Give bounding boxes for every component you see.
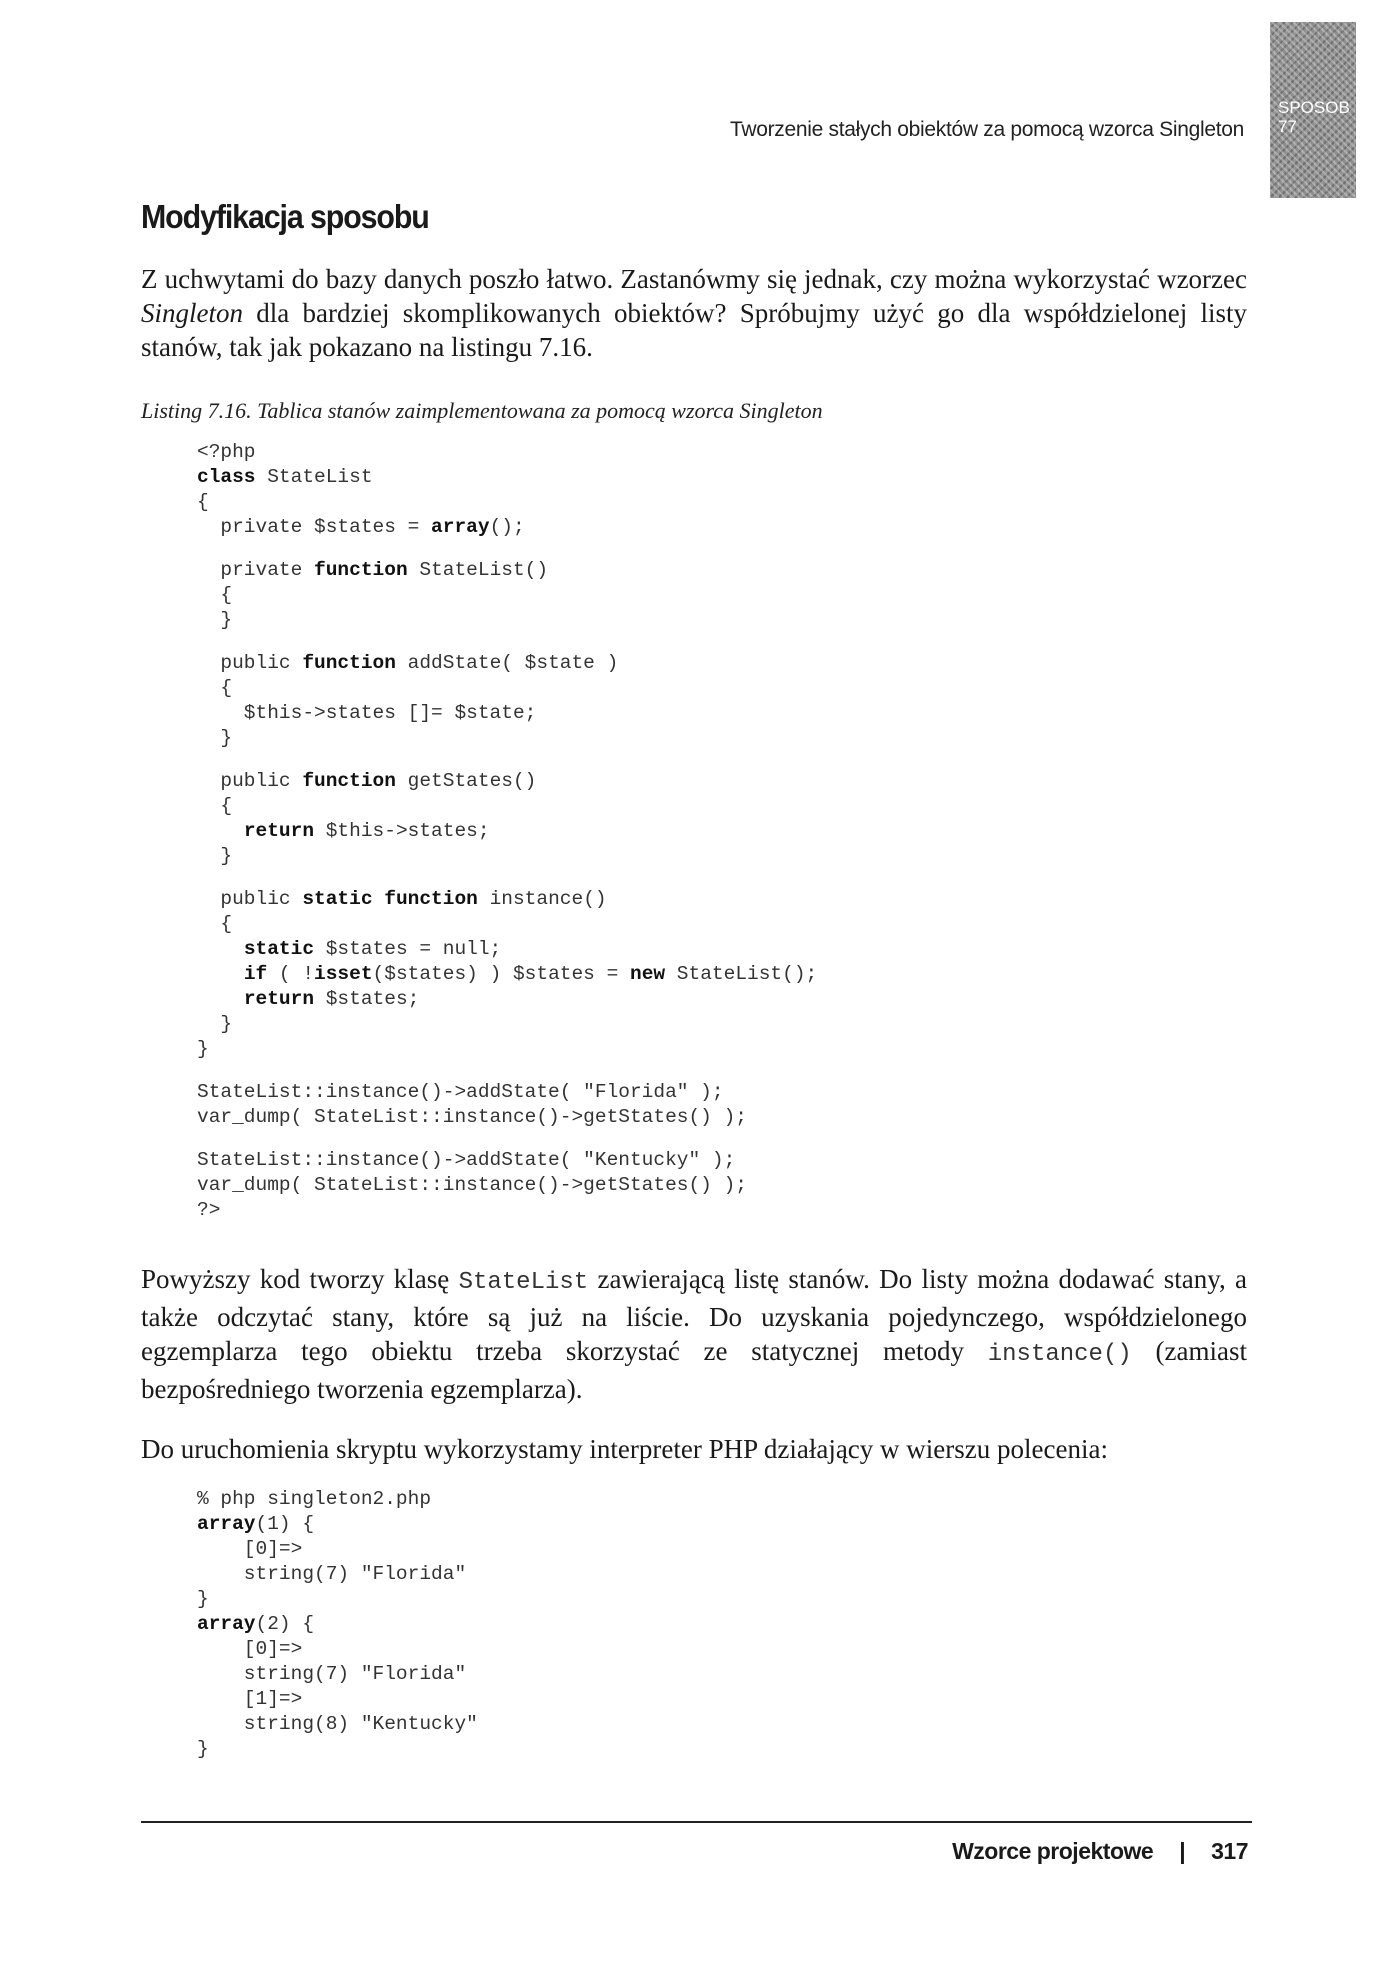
code-line	[197, 1062, 817, 1080]
code-line	[197, 465, 817, 490]
code-text: $this->states []= $state;	[197, 702, 537, 724]
code-keyword: return	[243, 820, 315, 842]
code-line	[197, 1562, 478, 1587]
code-text: string(7) "Florida"	[197, 1563, 467, 1585]
code-line	[197, 583, 817, 608]
running-header: Tworzenie stałych obiektów za pomocą wzorca Singleton	[729, 118, 1244, 141]
code-text: {	[197, 584, 233, 606]
code-text: var_dump( StateList::instance()->getStates() );	[197, 1174, 747, 1196]
explain-text-1: Powyższy kod tworzy klasę	[141, 1264, 459, 1294]
code-text: ( !	[267, 963, 315, 985]
code-line	[197, 869, 817, 887]
code-line	[197, 1487, 478, 1512]
code-line	[197, 1687, 478, 1712]
tab-label	[1278, 98, 1350, 136]
intro-emphasis: Singleton	[141, 298, 243, 328]
code-text: ?>	[197, 1199, 221, 1221]
code-text: string(7) "Florida"	[197, 1663, 467, 1685]
code-line	[197, 937, 817, 962]
code-line	[197, 1105, 817, 1130]
code-line	[197, 1637, 478, 1662]
code-text: public	[197, 888, 303, 910]
code-line	[197, 1198, 817, 1223]
tab-label-text: SPOSOB	[1278, 98, 1350, 117]
code-text: }	[197, 727, 233, 749]
code-keyword: function	[384, 888, 478, 910]
code-line	[197, 726, 817, 751]
footer-rule	[141, 1821, 1252, 1823]
code-text: addState( $state )	[395, 652, 619, 674]
code-keyword: array	[197, 1513, 256, 1535]
code-line	[197, 490, 817, 515]
code-text: % php singleton2.php	[197, 1488, 432, 1510]
intro-text-1: Z uchwytami do bazy danych poszło łatwo. Zastanówmy się jednak, czy można wykorzystać wzorzec	[141, 264, 1247, 294]
explain-text-3: (zamiast bezpośredniego tworzenia egzemplarza).	[141, 1336, 1247, 1404]
code-text: {	[197, 491, 209, 513]
code-keyword: class	[197, 466, 256, 488]
code-text: {	[197, 795, 233, 817]
code-text: string(8) "Kentucky"	[197, 1713, 478, 1735]
tab-number: 77	[1278, 117, 1297, 136]
code-keyword: return	[243, 988, 315, 1010]
code-text	[197, 820, 244, 842]
code-keyword: if	[243, 963, 268, 985]
code-line	[197, 987, 817, 1012]
code-line	[197, 651, 817, 676]
code-text	[373, 888, 385, 910]
console-output	[197, 1487, 478, 1762]
code-line	[197, 701, 817, 726]
code-keyword: function	[302, 770, 396, 792]
code-text: private	[197, 559, 315, 581]
code-line	[197, 794, 817, 819]
code-text: {	[197, 913, 233, 935]
code-text: [0]=>	[197, 1638, 303, 1660]
footer-book-title: Wzorce projektowe	[952, 1838, 1154, 1864]
code-line	[197, 1512, 478, 1537]
code-text: StateList()	[407, 559, 549, 581]
run-paragraph: Do uruchomienia skryptu wykorzystamy interpreter PHP działający w wierszu polecenia:	[141, 1434, 1108, 1464]
code-text: var_dump( StateList::instance()->getStates() );	[197, 1106, 747, 1128]
code-text: }	[197, 1013, 233, 1035]
code-line	[197, 1148, 817, 1173]
code-text: ($states) ) $states =	[372, 963, 630, 985]
code-keyword: function	[302, 652, 396, 674]
code-text: }	[197, 1038, 209, 1060]
code-line	[197, 1173, 817, 1198]
intro-paragraph	[141, 262, 1247, 364]
inline-code-statelist: StateList	[458, 1269, 589, 1296]
code-text	[197, 988, 244, 1010]
code-line	[197, 1737, 478, 1762]
code-text: StateList	[255, 466, 373, 488]
explain-text-2: zawierającą listę stanów. Do listy można dodawać stany, a także odczytać stany, które są już na liście. Do uzyskania pojedynczego, współdzielonego egzemplarza tego obiektu trzeba skorzystać ze statycznej metody	[141, 1264, 1247, 1366]
code-text: <?php	[197, 441, 256, 463]
code-text: }	[197, 845, 233, 867]
code-keyword: isset	[314, 963, 373, 985]
code-text: }	[197, 1588, 209, 1610]
code-text: [0]=>	[197, 1538, 303, 1560]
code-line	[197, 1712, 478, 1737]
code-text: {	[197, 677, 233, 699]
code-text: instance()	[477, 888, 607, 910]
code-text: StateList::instance()->addState( "Florida" );	[197, 1081, 724, 1103]
code-line	[197, 1037, 817, 1062]
code-text: private $states =	[197, 516, 432, 538]
code-line	[197, 751, 817, 769]
code-line	[197, 844, 817, 869]
code-text: ();	[489, 516, 525, 538]
code-line	[197, 633, 817, 651]
code-line	[197, 676, 817, 701]
code-line	[197, 962, 817, 987]
code-text: $states = null;	[314, 938, 502, 960]
code-text: public	[197, 652, 303, 674]
page-footer	[952, 1838, 1248, 1865]
code-text: }	[197, 1738, 209, 1760]
code-text: public	[197, 770, 303, 792]
code-line	[197, 1130, 817, 1148]
chapter-tab	[1270, 22, 1356, 198]
code-listing	[197, 440, 817, 1223]
code-text: (1) {	[255, 1513, 315, 1535]
explanation-paragraph	[141, 1262, 1247, 1406]
code-line	[197, 540, 817, 558]
code-keyword: static	[302, 888, 373, 910]
intro-text-2: dla bardziej skomplikowanych obiektów? Spróbujmy użyć go dla współdzielonej listy stanów, tak jak pokazano na listingu 7.16.	[141, 298, 1247, 362]
code-line	[197, 769, 817, 794]
code-text: getStates()	[395, 770, 537, 792]
code-line	[197, 608, 817, 633]
code-text: $this->states;	[314, 820, 490, 842]
code-keyword: array	[197, 1613, 256, 1635]
code-text: }	[197, 609, 233, 631]
section-title: Modyfikacja sposobu	[141, 198, 429, 235]
listing-caption: Listing 7.16. Tablica stanów zaimplementowana za pomocą wzorca Singleton	[141, 398, 823, 423]
code-line	[197, 440, 817, 465]
code-line	[197, 1662, 478, 1687]
code-line	[197, 819, 817, 844]
code-line	[197, 1012, 817, 1037]
code-text	[197, 938, 244, 960]
code-text: [1]=>	[197, 1688, 303, 1710]
code-keyword: function	[314, 559, 408, 581]
code-keyword: new	[630, 963, 666, 985]
footer-separator: |	[1179, 1838, 1186, 1864]
page-number: 317	[1211, 1838, 1248, 1864]
code-line	[197, 558, 817, 583]
code-text: StateList::instance()->addState( "Kentucky" );	[197, 1149, 736, 1171]
code-line	[197, 1537, 478, 1562]
code-line	[197, 887, 817, 912]
code-text: $states;	[314, 988, 420, 1010]
code-text: (2) {	[255, 1613, 315, 1635]
inline-code-instance: instance()	[987, 1341, 1132, 1368]
code-line	[197, 1080, 817, 1105]
code-text	[197, 963, 244, 985]
code-line	[197, 515, 817, 540]
code-keyword: array	[431, 516, 490, 538]
code-line	[197, 912, 817, 937]
code-line	[197, 1612, 478, 1637]
code-keyword: static	[243, 938, 315, 960]
code-text: StateList();	[665, 963, 818, 985]
code-line	[197, 1587, 478, 1612]
